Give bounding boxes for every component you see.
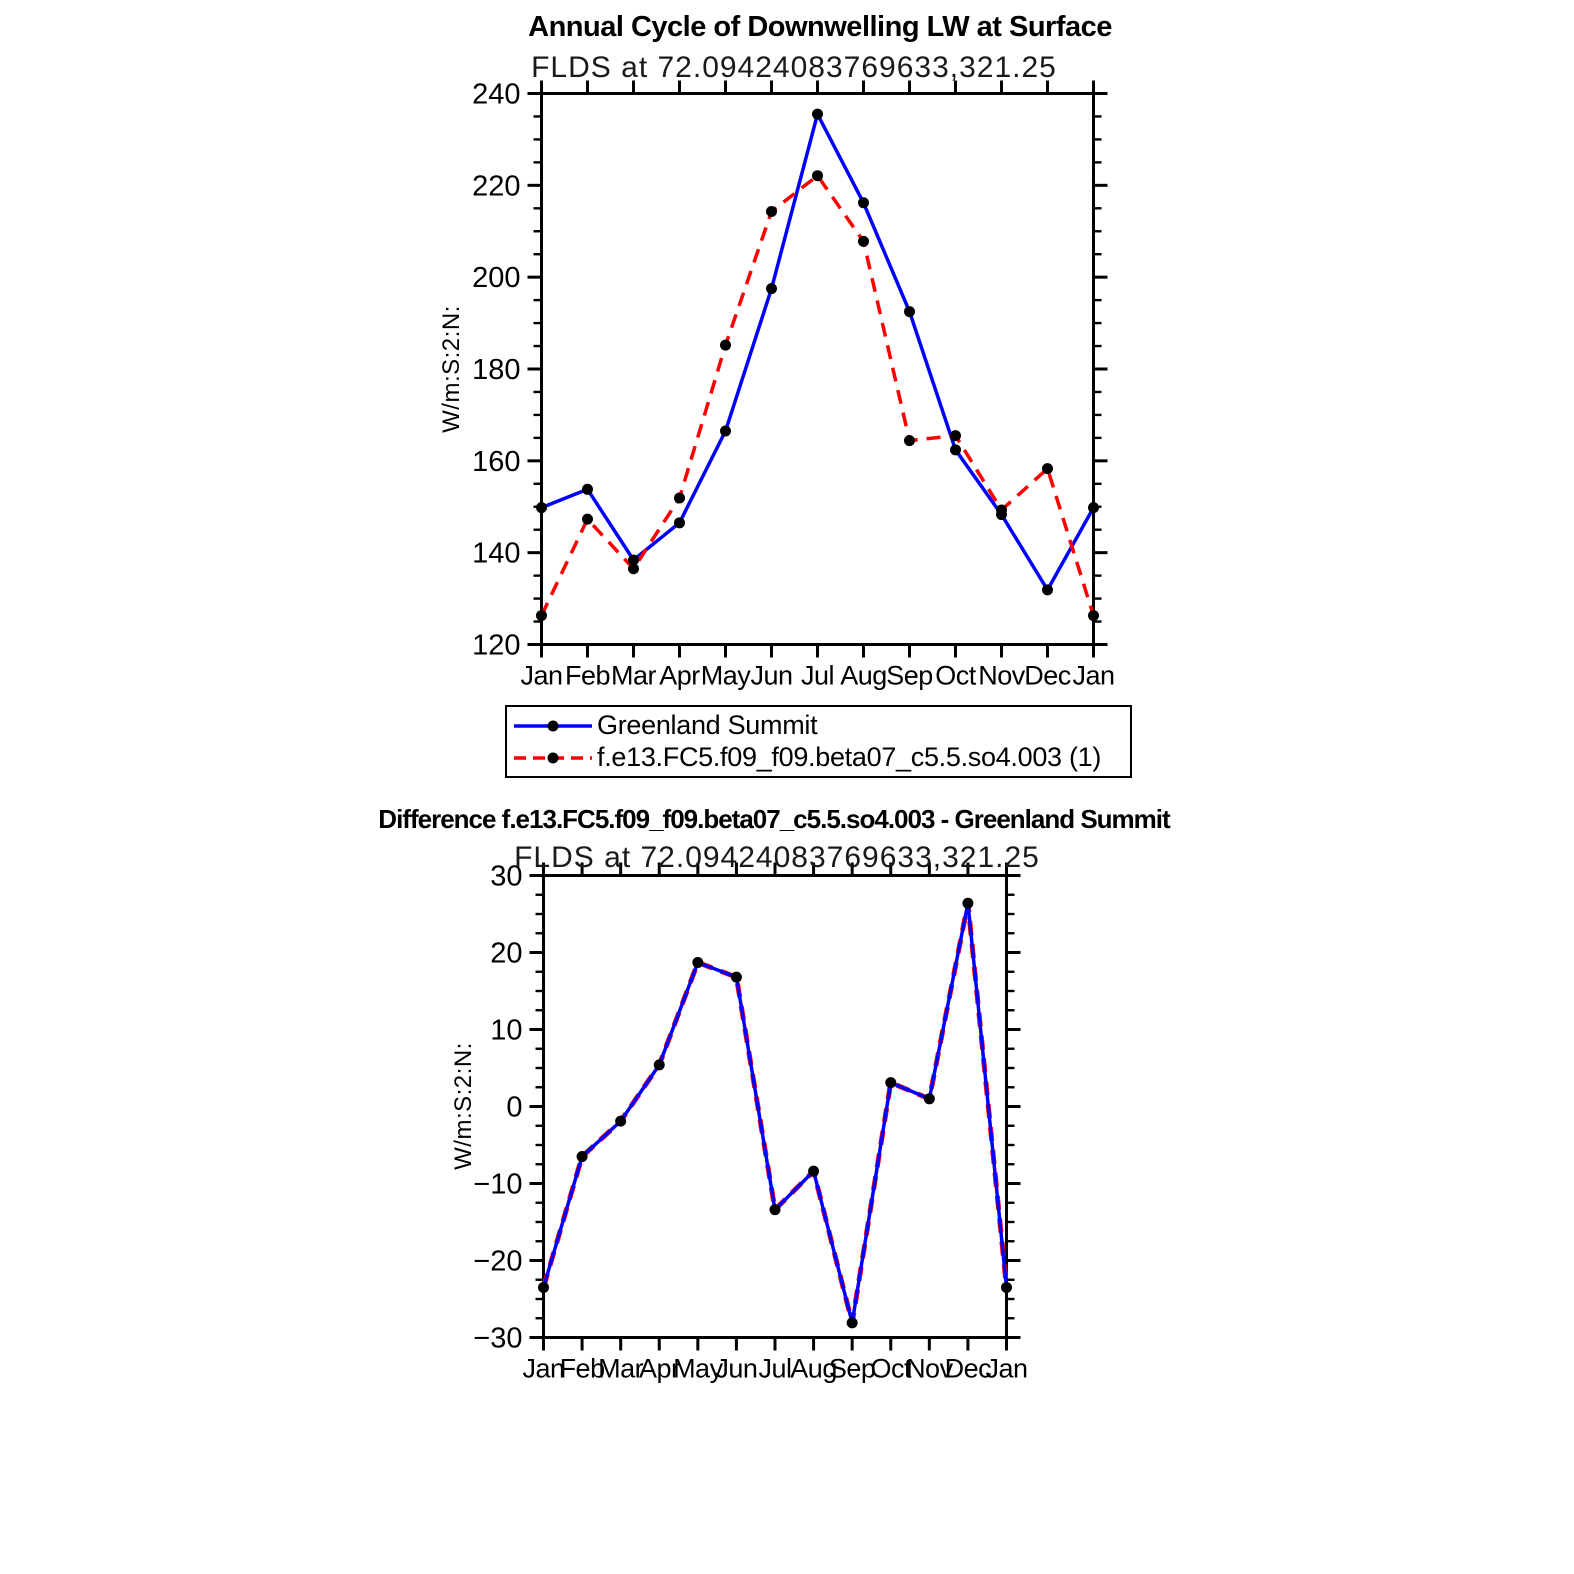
top-chart-title: Annual Cycle of Downwelling LW at Surface	[528, 11, 1112, 43]
diff-marker	[770, 1204, 781, 1215]
x-tick-label: Jan	[520, 660, 563, 691]
x-tick-label: Dec	[944, 1353, 992, 1384]
x-tick-label: Jan	[1072, 660, 1115, 691]
diff-marker	[577, 1151, 588, 1162]
bottom-chart-plot	[473, 861, 1027, 1384]
x-tick-label: Aug	[840, 660, 887, 691]
diff-marker	[924, 1093, 935, 1104]
diff-marker	[847, 1317, 858, 1328]
y-tick-label: 160	[472, 445, 521, 478]
model-marker	[766, 206, 777, 217]
x-tick-label: Oct	[935, 660, 976, 691]
y-tick-label: 0	[506, 1091, 523, 1124]
legend-obs-swatch	[511, 711, 595, 741]
legend-obs-marker-dot	[548, 720, 559, 731]
bottom-chart-ylabel: W/m:S:2:N:	[450, 1042, 477, 1170]
bottom-chart-subtitle: FLDS at 72.09424083769633,321.25	[514, 841, 1040, 874]
obs-marker	[720, 425, 731, 436]
obs-marker	[582, 484, 593, 495]
obs-marker	[674, 517, 685, 528]
y-tick-label: 120	[472, 629, 521, 662]
y-tick-label: −20	[473, 1245, 523, 1278]
x-tick-label: Nov	[906, 1353, 953, 1384]
y-tick-label: −10	[473, 1168, 523, 1201]
model-marker	[1042, 463, 1053, 474]
obs-line	[542, 114, 1094, 590]
x-tick-label: Jul	[800, 660, 835, 691]
y-tick-label: 10	[490, 1014, 523, 1047]
legend-entry-obs	[511, 710, 1130, 742]
x-tick-label: Feb	[564, 660, 611, 691]
diff-line	[544, 903, 1007, 1323]
diff-marker	[1001, 1282, 1012, 1293]
x-tick-label: May	[673, 1353, 723, 1384]
model-marker	[858, 236, 869, 247]
obs-marker	[1088, 502, 1099, 513]
x-tick-label: Jul	[758, 1353, 792, 1384]
model-marker	[996, 504, 1007, 515]
y-tick-label: 200	[472, 262, 521, 295]
legend-label-obs: Greenland Summit	[597, 710, 818, 740]
x-tick-label: Sep	[828, 1353, 876, 1384]
x-tick-label: Dec	[1024, 660, 1071, 691]
y-tick-label: 140	[472, 537, 521, 570]
obs-marker	[904, 306, 915, 317]
legend-model-swatch	[511, 743, 595, 773]
x-tick-label: Jun	[750, 660, 793, 691]
model-marker	[812, 170, 823, 181]
legend-model-marker-dot	[548, 752, 559, 763]
x-tick-label: Apr	[638, 1353, 680, 1384]
x-tick-label: May	[700, 660, 751, 691]
model-marker	[536, 610, 547, 621]
obs-marker	[1042, 584, 1053, 595]
model-line	[542, 176, 1094, 616]
model-marker	[950, 430, 961, 441]
legend	[505, 705, 1132, 778]
obs-marker	[536, 502, 547, 513]
x-tick-label: Jun	[715, 1353, 758, 1384]
obs-marker	[858, 197, 869, 208]
obs-marker	[812, 109, 823, 120]
top-chart-plot	[472, 79, 1114, 691]
diff-marker	[962, 898, 973, 909]
y-tick-label: −30	[473, 1322, 523, 1355]
y-tick-label: 220	[472, 170, 521, 203]
bottom-chart-title: Difference f.e13.FC5.f09_f09.beta07_c5.5.so4.003 - Greenland Summit	[378, 804, 1170, 834]
y-tick-label: 30	[490, 860, 523, 893]
x-tick-label: Jan	[522, 1353, 565, 1384]
model-marker	[1088, 610, 1099, 621]
model-marker	[674, 493, 685, 504]
x-tick-label: Nov	[978, 660, 1025, 691]
diff-marker	[731, 972, 742, 983]
x-tick-label: Aug	[790, 1353, 837, 1384]
legend-entry-model	[511, 742, 1130, 774]
diff-marker	[538, 1282, 549, 1293]
y-tick-label: 180	[472, 354, 521, 386]
model-marker	[904, 435, 915, 446]
model-marker	[720, 340, 731, 351]
top-chart-subtitle: FLDS at 72.09424083769633,321.25	[531, 51, 1057, 84]
axis-frame	[544, 876, 1007, 1338]
legend-label-model: f.e13.FC5.f09_f09.beta07_c5.5.so4.003 (1)	[597, 742, 1102, 772]
x-tick-label: Feb	[559, 1353, 605, 1384]
y-tick-label: 20	[490, 937, 523, 970]
model-marker	[628, 563, 639, 574]
diff-marker	[615, 1116, 626, 1127]
diff-marker	[692, 957, 703, 968]
x-tick-label: Mar	[611, 660, 656, 691]
x-tick-label: Oct	[870, 1353, 912, 1384]
obs-marker	[766, 283, 777, 294]
x-tick-label: Apr	[659, 660, 700, 691]
diff-marker	[654, 1059, 665, 1070]
diff-marker	[885, 1077, 896, 1088]
y-tick-label: 240	[472, 78, 521, 111]
model-marker	[582, 514, 593, 525]
diff-underline	[544, 903, 1007, 1323]
diff-marker	[808, 1166, 819, 1177]
x-tick-label: Sep	[886, 660, 933, 691]
x-tick-label: Mar	[598, 1353, 644, 1384]
x-tick-label: Jan	[985, 1353, 1028, 1384]
top-chart-ylabel: W/m:S:2:N:	[438, 305, 465, 433]
obs-marker	[950, 444, 961, 455]
